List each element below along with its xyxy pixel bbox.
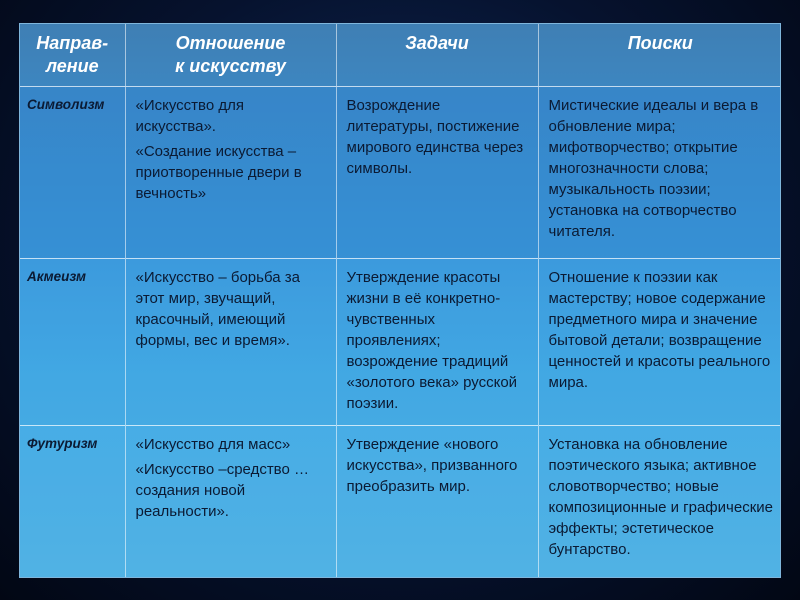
header-relation-line2: к искусству [175,56,286,76]
movement-name: Акмеизм [20,258,125,425]
searches-cell: Отношение к поэзии как мастерству; новое содержание предметного мира и значение бытовой детали; возвращение ценностей и красоты реального мира. [538,258,781,425]
movement-name: Футуризм [20,425,125,578]
relation-cell [125,258,336,425]
tasks-cell: Утверждение красоты жизни в её конкретно-чувственных проявлениях; возрождение традиций «золотого века» русской поэзии. [336,258,538,425]
table-header-row [20,24,781,86]
movement-name: Символизм [20,86,125,258]
tasks-cell: Утверждение «нового искусства», призванного преобразить мир. [336,425,538,578]
slide-frame [19,23,781,578]
header-searches: Поиски [538,24,781,86]
relation-quote: «Искусство –средство …создания новой реальности». [135,460,309,520]
tasks-cell: Возрождение литературы, постижение мирового единства через символы. [336,86,538,258]
table-row-acmeism [20,258,781,425]
relation-quote: «Создание искусства – приотворенные двери в вечность» [135,142,302,202]
header-direction-line2: ление [45,56,99,76]
searches-cell: Установка на обновление поэтического языка; активное словотворчество; новые композиционные и графические эффекты; эстетическое бунтарство. [538,425,781,578]
header-tasks: Задачи [336,24,538,86]
header-direction-line1: Направ- [36,33,109,53]
relation-quote: «Искусство – борьба за этот мир, звучащий, красочный, имеющий формы, вес и время». [135,268,300,349]
header-direction [20,24,125,86]
relation-cell [125,425,336,578]
header-relation [125,24,336,86]
table-row-futurism [20,425,781,578]
relation-quote: «Искусство для масс» [135,435,291,453]
searches-cell: Мистические идеалы и вера в обновление мира; мифотворчество; открытие многозначности слова; музыкальность поэзии; установка на сотворчество читателя. [538,86,781,258]
literary-movements-table [20,24,781,578]
table-row-symbolism [20,86,781,258]
relation-quote: «Искусство для искусства». [135,96,244,135]
relation-cell [125,86,336,258]
header-relation-line1: Отношение [175,33,286,53]
